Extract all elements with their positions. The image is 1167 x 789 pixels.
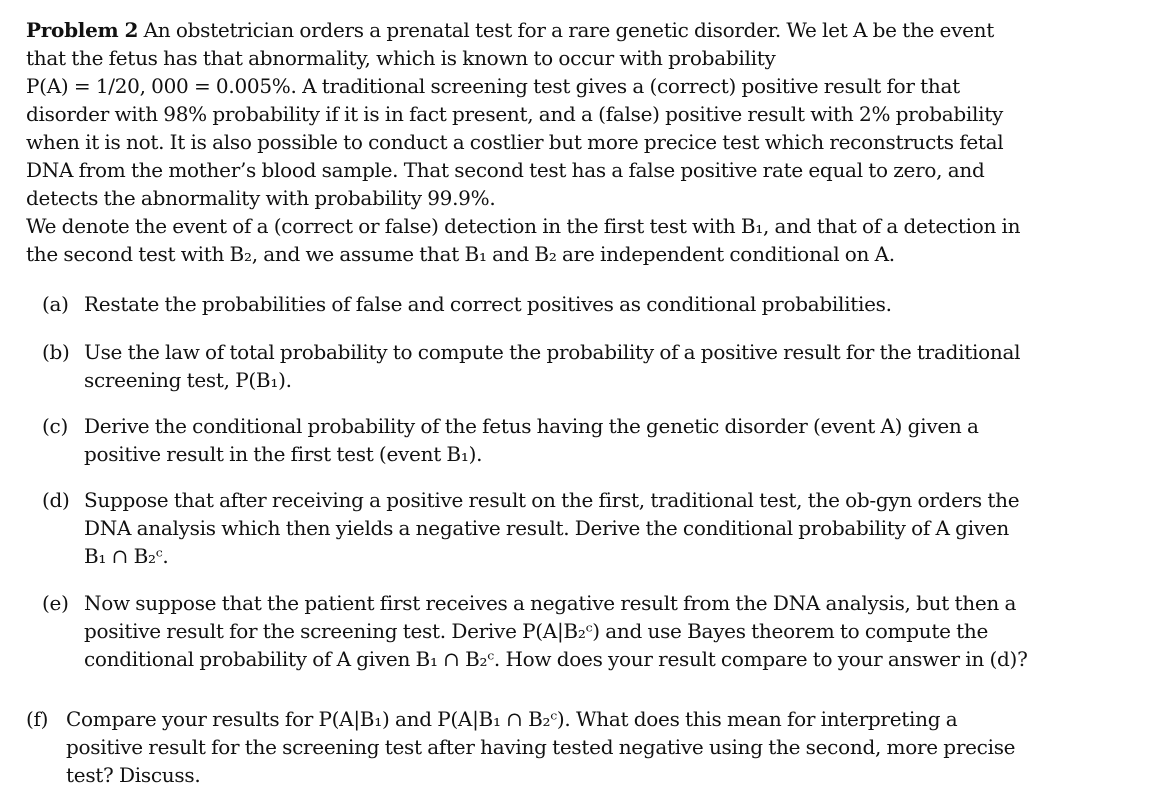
intro-line-1 [26, 16, 994, 44]
part-c-line-2: positive result in the first test (event B₁). [84, 442, 483, 466]
intro-line-6: DNA from the mother’s blood sample. That second test has a false positive rate equal to zero, and [26, 158, 985, 182]
problem-heading: Problem 2 [26, 18, 139, 42]
part-e-label: (e) [42, 591, 69, 615]
part-f-label: (f) [26, 707, 49, 731]
intro-line-4: disorder with 98% probability if it is in fact present, and a (false) positive result with 2% probability [26, 102, 1004, 126]
part-c-line-1: Derive the conditional probability of the fetus having the genetic disorder (event A) given a [84, 414, 979, 438]
intro-line-1-text: An obstetrician orders a prenatal test for a rare genetic disorder. We let A be the event [143, 18, 995, 42]
part-c-label: (c) [42, 414, 68, 438]
part-e-line-2: positive result for the screening test. Derive P(A|B₂ᶜ) and use Bayes theorem to compute the [84, 619, 989, 643]
intro-line-3: P(A) = 1/20, 000 = 0.005%. A traditional screening test gives a (correct) positive result for that [26, 74, 960, 98]
intro-line-2: that the fetus has that abnormality, which is known to occur with probability [26, 46, 776, 70]
intro-line-7: detects the abnormality with probability 99.9%. [26, 186, 496, 210]
part-a-line-1: Restate the probabilities of false and correct positives as conditional probabilities. [84, 292, 892, 316]
part-d-label: (d) [42, 488, 70, 512]
part-f-line-1: Compare your results for P(A|B₁) and P(A|B₁ ∩ B₂ᶜ). What does this mean for interpreting a [66, 707, 958, 731]
intro-line-5: when it is not. It is also possible to conduct a costlier but more precice test which reconstructs fetal [26, 130, 1004, 154]
part-d-line-1: Suppose that after receiving a positive result on the first, traditional test, the ob-gyn orders the [84, 488, 1020, 512]
notation-line-1: We denote the event of a (correct or false) detection in the first test with B₁, and that of a detection in [26, 214, 1021, 238]
part-e-line-1: Now suppose that the patient first receives a negative result from the DNA analysis, but then a [84, 591, 1017, 615]
part-e-line-3: conditional probability of A given B₁ ∩ B₂ᶜ. How does your result compare to your answer in (d)? [84, 647, 1028, 671]
part-f-line-3: test? Discuss. [66, 763, 201, 787]
part-a-label: (a) [42, 292, 69, 316]
part-d-line-2: DNA analysis which then yields a negative result. Derive the conditional probability of A given [84, 516, 1009, 540]
part-f-line-2: positive result for the screening test after having tested negative using the second, more precise [66, 735, 1016, 759]
part-b-line-1: Use the law of total probability to compute the probability of a positive result for the traditional [84, 340, 1021, 364]
notation-line-2: the second test with B₂, and we assume that B₁ and B₂ are independent conditional on A. [26, 242, 895, 266]
part-d-line-3: B₁ ∩ B₂ᶜ. [84, 544, 169, 568]
part-b-line-2: screening test, P(B₁). [84, 368, 292, 392]
part-b-label: (b) [42, 340, 70, 364]
